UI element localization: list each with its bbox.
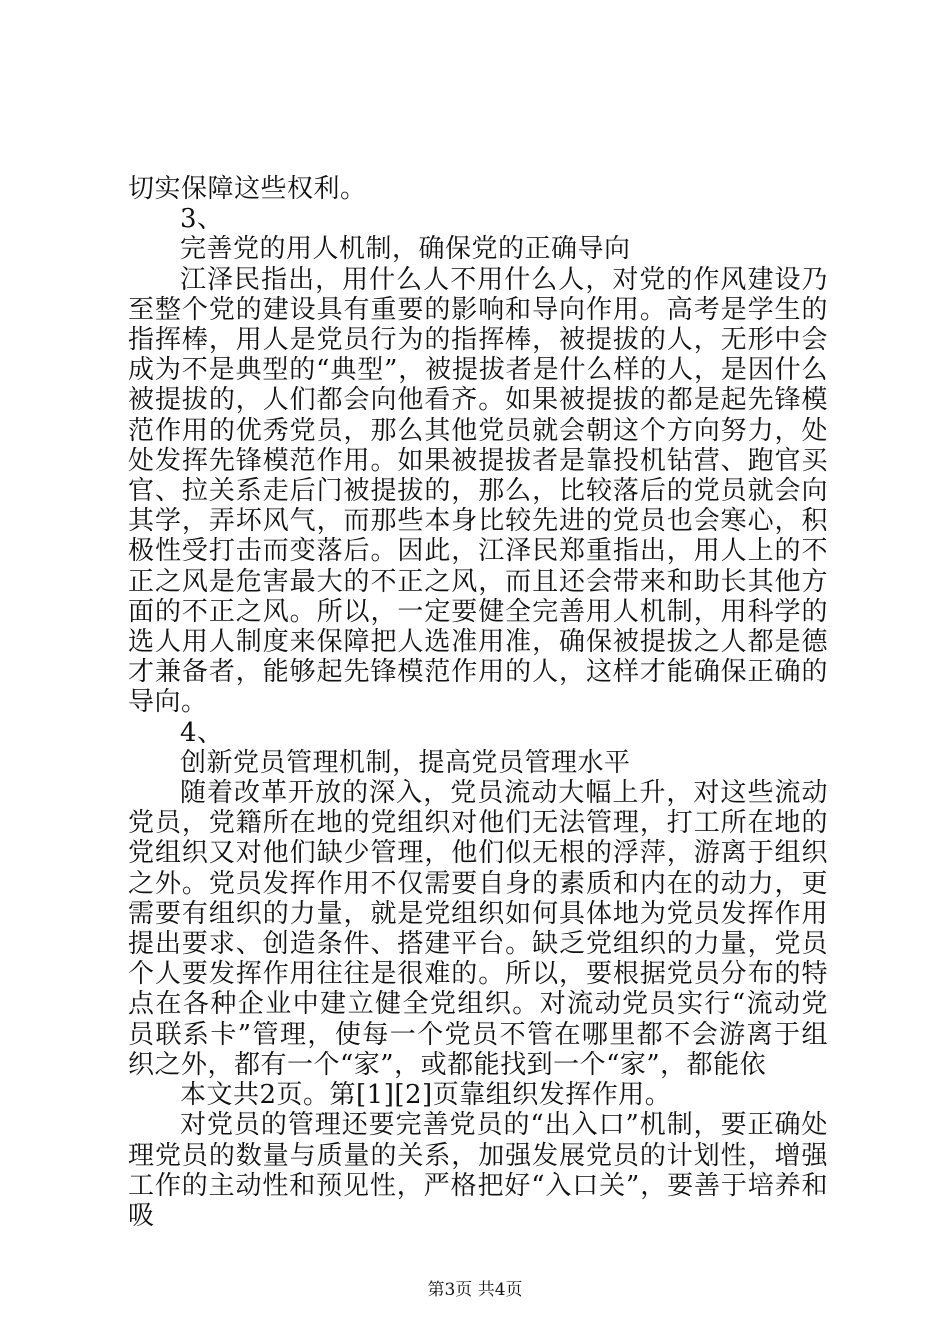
page-note: 本文共2页。第[1][2]页靠组织发挥作用。	[180, 1080, 672, 1111]
section-heading-3: 完善党的用人机制，确保党的正确导向	[180, 234, 631, 265]
page-footer: 第3页 共4页	[427, 1280, 523, 1300]
section-number-4: 4、	[180, 717, 224, 748]
section-number-3: 3、	[180, 204, 224, 235]
section-heading-4: 创新党员管理机制，提高党员管理水平	[180, 747, 631, 778]
body-text	[128, 174, 828, 1231]
paragraph-continuation: 切实保障这些权利。	[128, 174, 367, 204]
paragraph-section-4: 随着改革开放的深入，党员流动大幅上升，对这些流动党员，党籍所在地的党组织对他们无法管理，打工所在地的党组织又对他们缺少管理，他们似无根的浮萍，游离于组织之外。党员发挥作用不仅需要自身的素质和内在的动力，更需要有组织的力量，就是党组织如何具体地为党员发挥作用提出要求、创造条件、搭建平台。缺乏党组织的力量，党员个人要发挥作用往往是很难的。所以，要根据党员分布的特点在各种企业中建立健全党组织。对流动党员实行“流动党员联系卡”管理，使每一个党员不管在哪里都不会游离于组织之外，都有一个“家”，或都能找到一个“家”，都能依	[128, 778, 828, 1080]
paragraph-management: 对党员的管理还要完善党员的“出入口”机制，要正确处理党员的数量与质量的关系，加强发展党员的计划性，增强工作的主动性和预见性，严格把好“入口关”，要善于培养和吸	[128, 1110, 828, 1231]
paragraph-section-3: 江泽民指出，用什么人不用什么人，对党的作风建设乃至整个党的建设具有重要的影响和导向作用。高考是学生的指挥棒，用人是党员行为的指挥棒，被提拔的人，无形中会成为不是典型的“典型”，被提拔者是什么样的人，是因什么被提拔的，人们都会向他看齐。如果被提拔的都是起先锋模范作用的优秀党员，那么其他党员就会朝这个方向努力，处处发挥先锋模范作用。如果被提拔者是靠投机钻营、跑官买官、拉关系走后门被提拔的，那么，比较落后的党员就会向其学，弄坏风气，而那些本身比较先进的党员也会寒心，积极性受打击而变落后。因此，江泽民郑重指出，用人上的不正之风是危害最大的不正之风，而且还会带来和助长其他方面的不正之风。所以，一定要健全完善用人机制，用科学的选人用人制度来保障把人选准用准，确保被提拔之人都是德才兼备者，能够起先锋模范作用的人，这样才能确保正确的导向。	[128, 264, 828, 718]
